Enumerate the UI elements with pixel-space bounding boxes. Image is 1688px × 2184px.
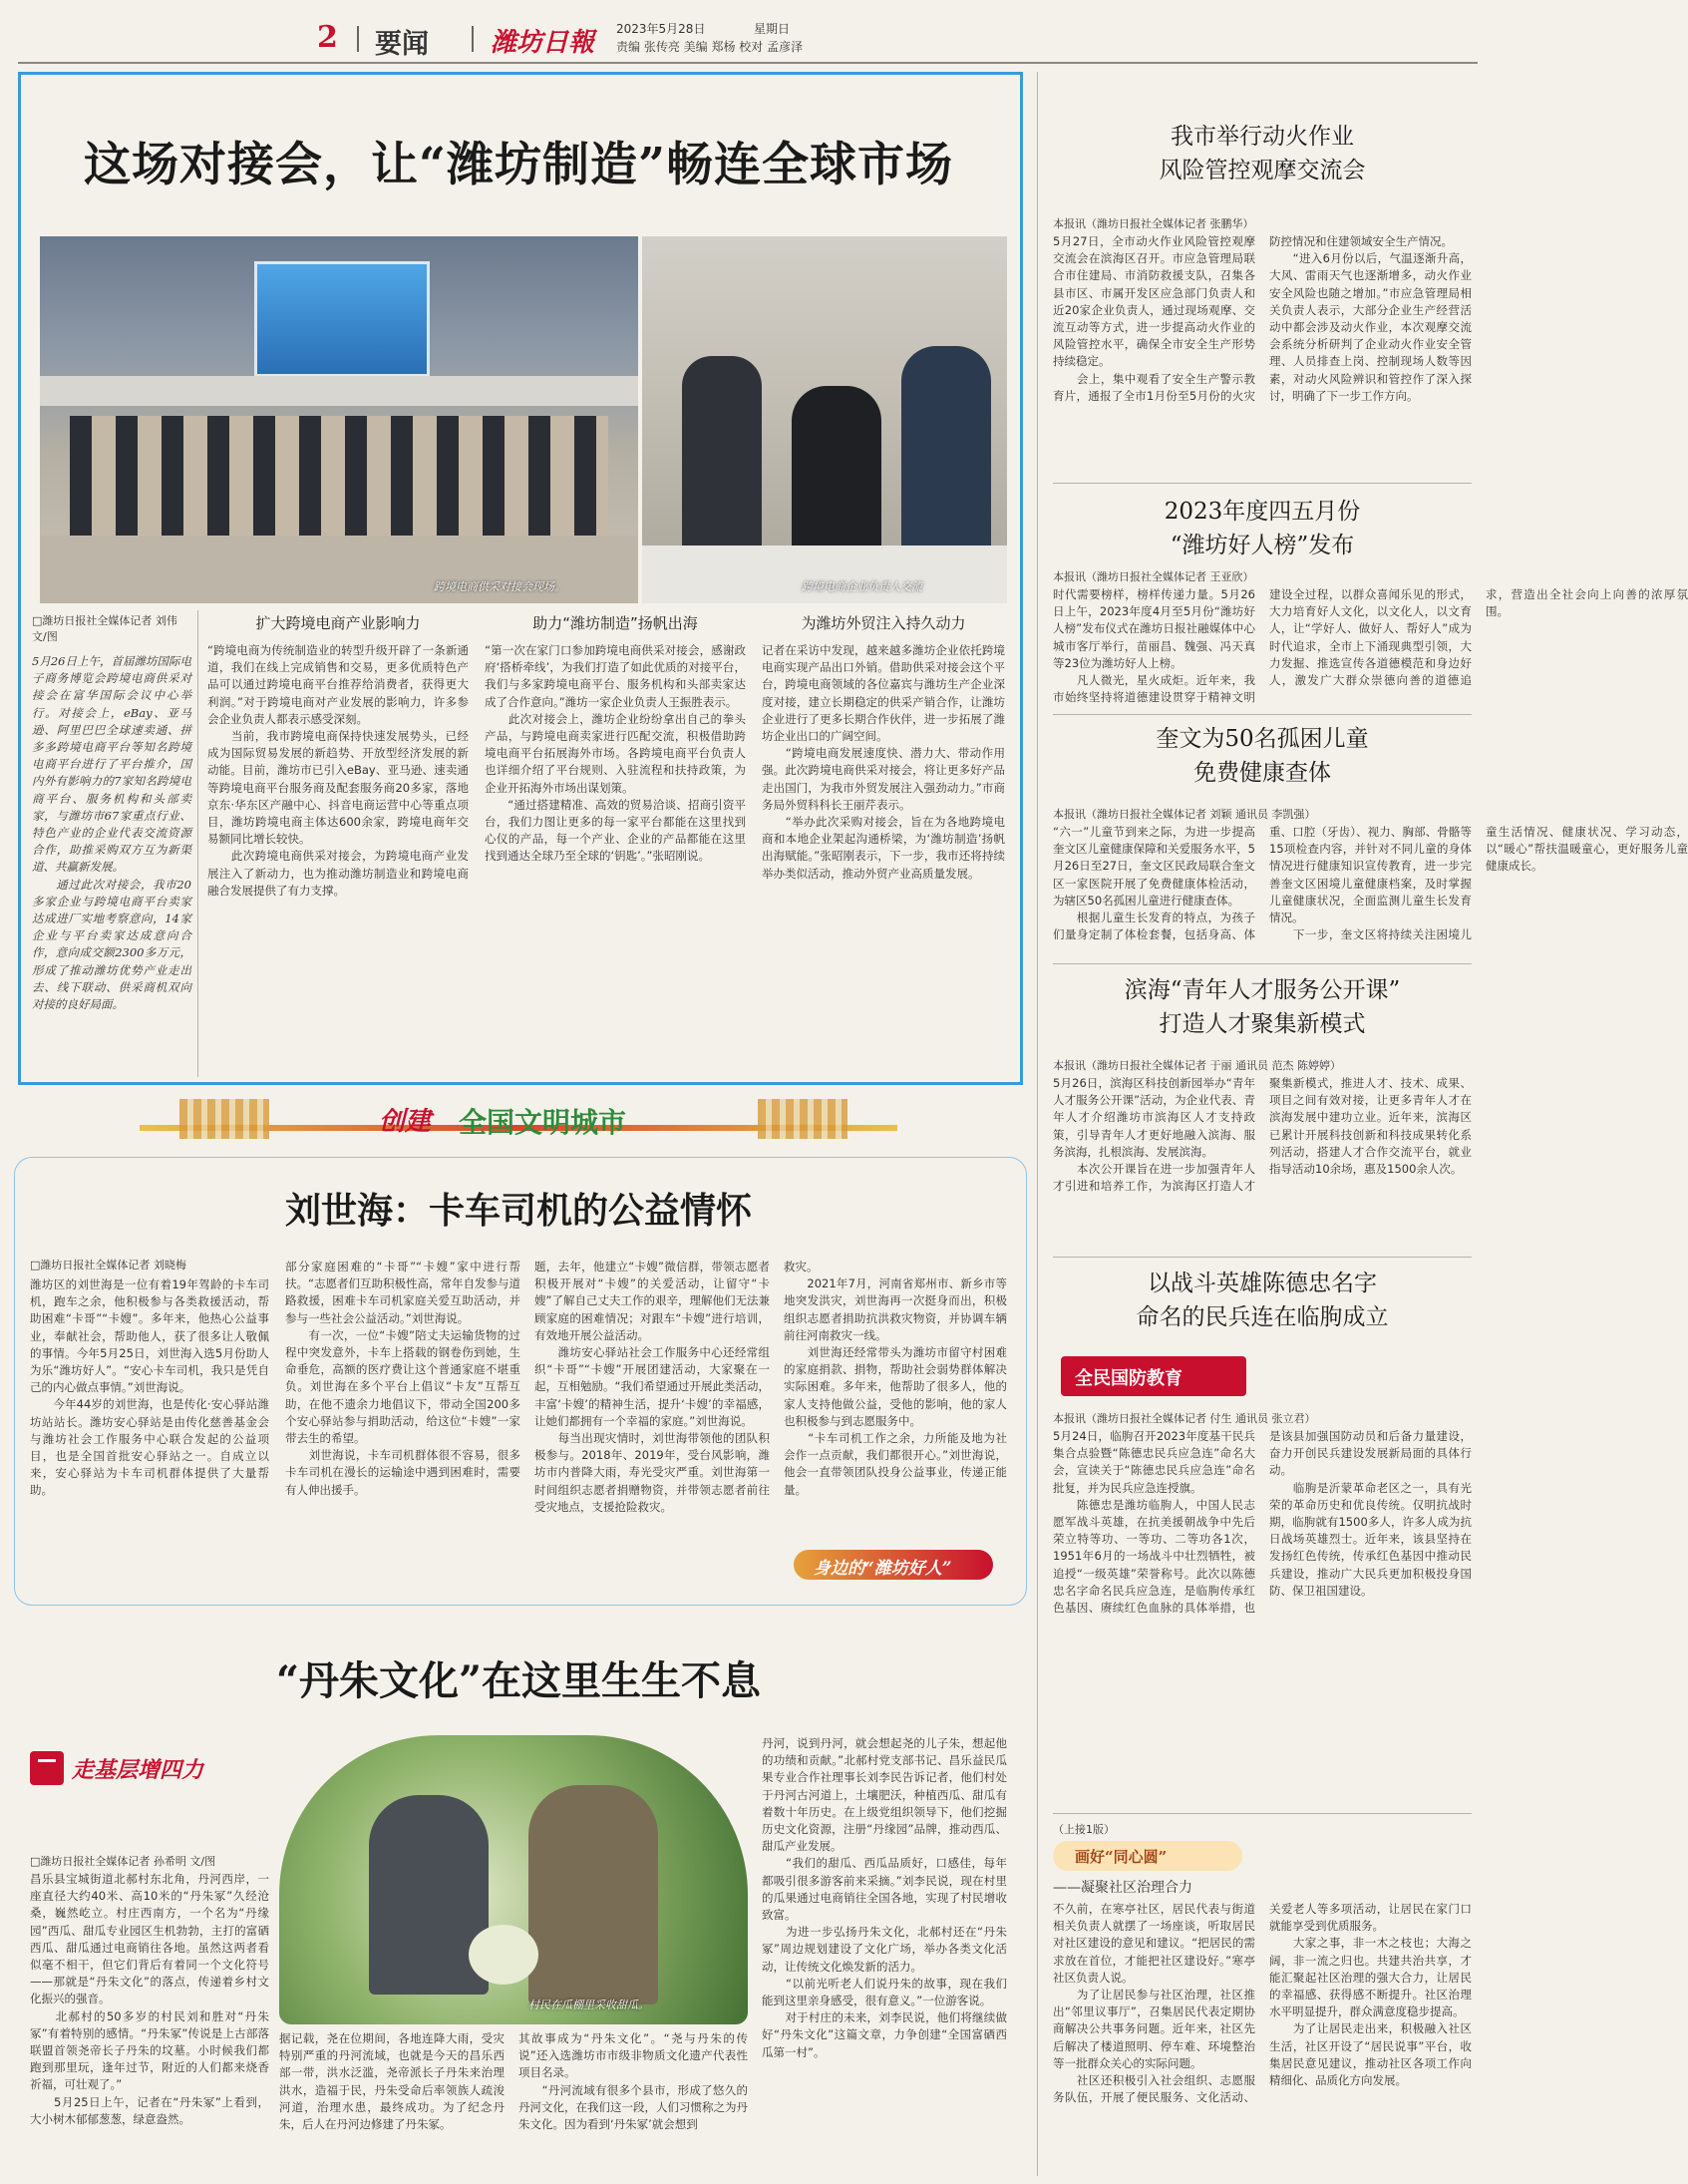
right1-body: 5月27日，全市动火作业风险管控观摩交流会在滨海区召开。市应急管理局联合市住建局、市消防救援支队，召集各县市区、市属开发区应急部门负责人和近20家企业负责人，通过现场观摩、交流互动等方式，进一步提高动火作业的风险管控水平，确保全市安全生产形势持续稳定。 会上，集中观看了安全生产警示教育片，通报了全市1月份至5月份的火灾防控情况和住建领域安全生产情况。 “进入6月份以后，气温逐渐升高，大风、雷雨天气也逐渐增多，动火作业安全风险也随之增加。”市应急管理局相关负责人表示，大部分企业生产经营活动中都会涉及动火作业，本次观摩交流会系统分析研判了企业动火作业安全管理、人员排查上岗、控制现场人数等因素，对动火风险辨识和管控作了深入探讨，明确了下一步工作方向。 xyxy=(1053,234,1472,403)
melon-photo-caption: 村民在瓜棚里采收甜瓜。 xyxy=(528,1999,649,2011)
lead-col3-heading: 为潍坊外贸注入持久动力 xyxy=(801,614,966,632)
right1-byline: 本报讯（潍坊日报社全媒体记者 张鹏华） xyxy=(1053,217,1254,230)
right5-title xyxy=(1053,1267,1472,1334)
melon xyxy=(469,1925,538,1985)
right6-tag-pill xyxy=(1053,1841,1242,1871)
right4-byline: 本报讯（潍坊日报社全媒体记者 于丽 通讯员 范杰 陈婷婷） xyxy=(1053,1059,1341,1072)
story2-col1: 潍坊区的刘世海是一位有着19年驾龄的卡车司机，跑车之余，他积极参与各类救援活动，帮助困难“卡哥”“卡嫂”。多年来，他热心公益事业，奉献社会，帮助他人，获了很多让人敬佩的事情。今年5月25日，刘世海入选5月份助人为乐“潍坊好人”。“安心卡车司机，我只是凭自己的内心做点事情。”刘世海说。 今年44岁的刘世海，也是传化·安心驿站潍坊站站长。潍坊安心驿站是由传化慈善基金会与潍坊社会工作服务中心联合发起的公益项目，也是全国首批安心驿站之一。自成立以来，安心驿站为卡车司机群体提供了大量帮助。 xyxy=(30,1277,269,1498)
newspaper-logo: 潍坊日報 xyxy=(491,28,595,58)
city-skyline-icon xyxy=(179,1099,269,1139)
lead-byline: □潍坊日报社全媒体记者 刘伟 文/图 xyxy=(32,614,177,643)
stage-screen xyxy=(254,261,430,377)
table xyxy=(642,546,1007,603)
badge-text: 全民国防教育 xyxy=(1075,1368,1182,1389)
right2-title-line1: 2023年度四五月份 xyxy=(1164,499,1361,525)
column-divider xyxy=(1037,72,1038,2176)
right4-body: 5月26日，滨海区科技创新园举办“青年人才服务公开课”活动，为企业代表、青年人才介绍潍坊市滨海区人才支持政策，引导青年人才更好地融入滨海、服务滨海，扎根滨海、发展滨海。 本次公开课旨在进一步加强青年人才引进和培养工作，为滨海区打造人才聚集新模式，推进人才、技术、成果、项目之间有效对接，让更多青年人才在滨海发展中建功立业。近年来，滨海区已累计开展科技创新和科技成果转化系列活动，搭建人才合作交流平台，就业指导活动10余场，惠及1500余人次。 xyxy=(1053,1076,1472,1194)
good-people-label xyxy=(784,1536,1007,1592)
section-name: 要闻 xyxy=(375,29,429,60)
lead-title: 这场对接会，让“潍坊制造”畅连全球市场 xyxy=(83,138,954,192)
story2-byline: □潍坊日报社全媒体记者 刘晓梅 xyxy=(30,1259,186,1272)
right5-title-line2: 命名的民兵连在临朐成立 xyxy=(1136,1304,1389,1330)
page-number: 2 xyxy=(317,20,338,55)
masthead-editors: 责编 张传亮 美编 郑杨 校对 孟彦泽 xyxy=(616,40,804,54)
lead-col2-heading: 助力“潍坊制造”扬帆出海 xyxy=(532,614,698,632)
banner-text-2: 全国文明城市 xyxy=(459,1106,627,1139)
right-rule-3 xyxy=(1053,963,1472,964)
masthead-divider-2 xyxy=(472,26,474,52)
lead-col1-heading: 扩大跨境电商产业影响力 xyxy=(255,614,421,632)
right5-title-line1: 以战斗英雄陈德忠名字 xyxy=(1148,1271,1377,1296)
right-rule-2 xyxy=(1053,714,1472,715)
story2-col3: 题，去年，他建立“卡嫂”微信群，带领志愿者积极开展对“卡嫂”的关爱活动，让留守“卡嫂”了解自己丈夫工作的艰辛，理解他们无法兼顾家庭的困难情况；对跟车“卡嫂”进行培训，有效地开展公益活动。 潍坊安心驿站社会工作服务中心还经常组织“卡哥”“卡嫂”开展团建活动，大家聚在一起，互相勉励。“我们希望通过开展此类活动，丰富‘卡嫂’的精神生活，提升‘卡嫂’的幸福感，让她们都拥有一个幸福的家庭。”刘世海说。 每当出现灾情时，刘世海带领他的团队积极参与。2018年、2019年，受台风影响，潍坊市内普降大雨，寿光受灾严重。刘世海第一时间组织志愿者捐赠物资，并带领志愿者前往受灾地点，支援抢险救灾。 xyxy=(534,1260,770,1514)
right6-series: （上接1版） xyxy=(1053,1823,1115,1836)
right1-title xyxy=(1053,120,1472,187)
right6-section xyxy=(1053,1821,1472,2176)
lead-col1-text: “跨境电商为传统制造业的转型升级开辟了一条新通道，我们在线上完成销售和交易，更多优质特色产品可以通过跨境电商平台推荐给消费者，获得更大利润。”对于跨境电商对产业发展的影响力，许多参会企业负责人都表示感受深刻。 当前，我市跨境电商保持快速发展势头，已经成为国际贸易发展的新趋势、开放型经济发展的新动能。目前，潍坊市已引入eBay、亚马逊、速卖通等跨境电商平台服务商及配套服务商20多家，落地京东·华东区产融中心、抖音电商运营中心等重点项目，潍坊跨境电商主体达600余家，跨境电商年交易额同比增长较快。 此次跨境电商供采对接会，为跨境电商产业发展注入了新动力，也为推动潍坊制造业和跨境电商融合发展提供了有力支撑。 xyxy=(207,643,469,898)
right1-title-line1: 我市举行动火作业 xyxy=(1171,124,1354,150)
right6-body: 不久前，在寒亭社区，居民代表与街道相关负责人就摆了一场座谈，听取居民对社区建设的意见和建议。“把居民的需求放在首位，才能把社区建设好。”寒亭社区负责人说。 为了让居民参与社区治理，社区推出“邻里议事厅”，召集居民代表定期协商解决公共事务问题。近年来，社区先后解决了楼道照明、停车难、环境整治等一批群众关心的实际问题。 社区还积极引入社会组织、志愿服务队伍，开展了便民服务、文化活动、关爱老人等多项活动，让居民在家门口就能享受到优质服务。 大家之事，非一木之枝也；大海之阔，非一流之归也。共建共治共享，才能汇聚起社区治理的强大合力，让居民的幸福感、获得感不断提升。社区治理水平明显提升，群众满意度稳步提高。 为了让居民走出来，积极融入社区生活，社区开设了“居民说事”平台，收集居民意见建议，推动社区各项工作向精细化、品质化方向发展。 xyxy=(1053,1902,1472,2105)
pen-icon-mark xyxy=(38,1759,56,1762)
story3-col3: 其故事成为“丹朱文化”。“尧与丹朱的传说”还入选潍坊市市级非物质文化遗产代表性项目名录。 “丹河流域有很多个县市，形成了悠久的丹河文化，在我们这一段，人们习惯称之为丹朱文化。因为看到‘丹朱冢’就会想到 xyxy=(518,2031,748,2132)
story2-col2: 部分家庭困难的“卡哥”“卡嫂”家中进行帮扶。“志愿者们互助积极性高，常年自发参与道路救援，困难卡车司机家庭关爱互助活动，并参与一些社会公益活动。”刘世海说。 有一次，一位“卡嫂”陪丈夫运输货物的过程中突发意外，卡车上搭载的钢卷伤到她，生命垂危，高额的医疗费让这个普通家庭不堪重负。刘世海在多个平台上倡议“卡友”互帮互助，在他不遗余力地倡议下，带动全国200多个安心驿站参与捐助活动，给这位“卡嫂”一家带去生的希望。 刘世海说，卡车司机群体很不容易，很多卡车司机在漫长的运输途中遇到困难时，需要有人伸出援手。 xyxy=(285,1260,520,1497)
right-rule-1 xyxy=(1053,483,1472,484)
right2-byline: 本报讯（潍坊日报社全媒体记者 王亚欣） xyxy=(1053,570,1254,583)
civilized-city-banner xyxy=(140,1095,897,1149)
photo2-caption: 跨境电商企业负责人交流 xyxy=(802,580,922,593)
right-rule-4 xyxy=(1053,1257,1472,1258)
masthead-divider xyxy=(357,26,359,52)
masthead xyxy=(28,18,1468,58)
audience xyxy=(70,416,608,536)
story3-tag-text: 走基层增四力 xyxy=(72,1757,204,1783)
story3-byline: □潍坊日报社全媒体记者 孙希明 文/图 xyxy=(30,1855,216,1868)
lead-col3-text: 记者在采访中发现，越来越多潍坊企业依托跨境电商实现产品出口外销。借助供采对接会这个平台，跨境电商领域的各位嘉宾与潍坊生产企业深度对接，建立长期稳定的供采产销合作，让潍坊企业进行了更多长期合作伙伴，进一步拓展了潍坊企业出口的广阔空间。 “跨境电商发展速度快、潜力大、带动作用强。此次跨境电商供采对接会，将让更多好产品走出国门，为我市外贸发展注入强劲动力。”市商务局外贸科科长王丽芹表示。 “举办此次采购对接会，旨在为各地跨境电商和本地企业架起沟通桥梁，为‘潍坊制造’扬帆出海赋能。”张昭刚表示，下一步，我市还将持续举办类似活动，推动外贸产业高质量发展。 xyxy=(762,643,1005,881)
lead-col-rule xyxy=(197,610,198,1077)
right4-title-line1: 滨海“青年人才服务公开课” xyxy=(1124,977,1401,1003)
tables-row xyxy=(40,376,638,406)
right5-body: 5月24日，临朐召开2023年度基干民兵集合点验暨“陈德忠民兵应急连”命名大会，宣读关于“陈德忠民兵应急连”命名批复，并为民兵应急连授旗。 陈德忠是潍坊临朐人，中国人民志愿军战斗英雄，在抗美援朝战争中先后荣立特等功、一等功、二等功各1次，1951年6月的一场战斗中壮烈牺牲，被追授“一级英雄”荣誉称号。此次以陈德忠名字命名民兵应急连，是临朐传承红色基因、赓续红色血脉的具体举措，也是该县加强国防动员和后备力量建设，奋力开创民兵建设发展新局面的具体行动。 临朐是沂蒙革命老区之一，具有光荣的革命历史和优良传统。仅明抗战时期，临朐就有1500多人，许多人成为抗日战场英雄烈士。近年来，该县坚持在发扬红色传统，传承红色基因中推动民兵建设，推动广大民兵更加积极投身国防、保卫祖国建设。 xyxy=(1053,1429,1472,1616)
farmer-2 xyxy=(528,1785,658,2004)
lead-col2-text: “第一次在家门口参加跨境电商供采对接会，感谢政府‘搭桥牵线’，为我们打造了如此优质的对接平台，我们与多家跨境电商平台、服务机构和头部卖家达成了合作意向。”潍坊一家企业负责人王振胜表示。 此次对接会上，潍坊企业纷纷拿出自己的拳头产品，与跨境电商卖家进行匹配交流，积极借助跨境电商平台拓展海外市场。各跨境电商平台负责人也详细介绍了平台规则、入驻流程和扶持政策，为企业开拓海外市场出谋划策。 “通过搭建精准、高效的贸易洽谈、招商引资平台，我们力图让更多的每一家平台都能在这里找到心仪的产品，每一个产业、企业的产品都能在这里找到通达全球乃至全球的‘钥匙’。”张昭刚说。 xyxy=(485,643,746,864)
right-rule-5 xyxy=(1053,1813,1472,1814)
right4-title-line2: 打造人才聚集新模式 xyxy=(1159,1011,1366,1037)
banner-text-1: 创建 xyxy=(379,1107,432,1137)
traders-photo xyxy=(642,236,1007,603)
story3-col2: 据记载，尧在位期间，各地连降大雨，受灾特别严重的丹河流域，也就是今天的昌乐西部一带，洪水泛滥，尧帝派长子丹朱来治理洪水，造福于民，丹朱受命后率领族人疏浚河道，治理水患，最终成功。为了纪念丹朱，后人在丹河边修建了丹朱冢。 xyxy=(279,2031,505,2132)
masthead-weekday: 星期日 xyxy=(754,22,791,36)
pen-icon xyxy=(30,1751,64,1785)
story3-col4: 丹河，说到丹河，就会想起尧的儿子朱，想起他的功绩和贡献。”北郝村党支部书记、昌乐益民瓜果专业合作社理事长刘李民告诉记者，他们村处于丹河古河道上，土壤肥沃，种植西瓜、甜瓜有着数十年历史。在上级党组织领导下，他们挖掘历史文化资源，注册“丹缘园”品牌，推动西瓜、甜瓜产业发展。 “我们的甜瓜、西瓜品质好，口感佳，每年都吸引很多游客前来采摘。”刘李民说，现在村里的瓜果通过电商销往全国各地，实现了村民增收致富。 为进一步弘扬丹朱文化，北郝村还在“丹朱冢”周边规划建设了文化广场，举办各类文化活动，让传统文化焕发新的活力。 “以前光听老人们说丹朱的故事，现在我们能到这里亲身感受，很有意义。”一位游客说。 对于村庄的未来，刘李民说，他们将继续做好“丹朱文化”这篇文章，力争创建“全国富硒西瓜第一村”。 xyxy=(762,1736,1007,2059)
city-skyline-icon-2 xyxy=(758,1099,847,1139)
person-3 xyxy=(901,346,991,565)
lead-intro: 5月26日上午，首届潍坊国际电子商务博览会跨境电商供采对接会在富华国际会议中心举行。对接会上，eBay、亚马逊、阿里巴巴全球速卖通、拼多多跨境电商平台等知名跨境电商平台进行了平台推介，国内外有影响力的7家知名跨境电商平台、服务机构和头部卖家，与潍坊市67家重点行业、特色产业的企业代表交流资源合作，助推采购双方互为新渠道、共赢新发展。 通过此次对接会，我市20多家企业与跨境电商平台卖家达成进厂实地考察意向，14家企业与平台卖家达成意向合作，意向成交额2300多万元，形成了推动潍坊优势产业走出去、线下联动、供采商机双向对接的良好局面。 xyxy=(32,654,191,1012)
right3-title-line2: 免费健康查体 xyxy=(1193,760,1331,786)
story3-title: “丹朱文化”在这里生生不息 xyxy=(275,1657,761,1704)
right5-byline: 本报讯（潍坊日报社全媒体记者 付生 通讯员 张立君） xyxy=(1053,1412,1316,1425)
masthead-rule xyxy=(18,62,1478,64)
right3-body: “六一”儿童节到来之际，为进一步提高奎文区儿童健康保障和关爱服务水平，5月26日至27日，奎文区民政局联合奎文区一家医院开展了免费健康体检活动，为辖区50名孤困儿童进行健康查体。 根据儿童生长发育的特点，为孩子们量身定制了体检套餐，包括身高、体重、口腔（牙齿）、视力、胸部、骨骼等15项检查内容，并针对不同儿童的身体情况进行健康知识宣传教育，进一步完善奎文区困境儿童健康档案，及时掌握儿童健康状况，全面监测儿童生长发育情况。 下一步，奎文区将持续关注困境儿童生活情况、健康状况、学习动态，以“暖心”帮扶温暖童心，更好服务儿童健康成长。 xyxy=(1053,825,1688,942)
story3-tag xyxy=(30,1747,259,1791)
right3-title xyxy=(1053,722,1472,790)
right1-title-line2: 风险管控观摩交流会 xyxy=(1159,158,1366,183)
conference-photo xyxy=(40,236,638,603)
photo1-caption: 跨境电商供采对接会现场。 xyxy=(434,580,565,593)
right2-title-line2: “潍坊好人榜”发布 xyxy=(1170,533,1355,558)
right2-title xyxy=(1053,495,1472,562)
story2-title: 刘世海：卡车司机的公益情怀 xyxy=(284,1190,752,1232)
right3-title-line1: 奎文为50名孤困儿童 xyxy=(1156,726,1369,752)
right6-tag: 画好“同心圆” xyxy=(1075,1848,1168,1866)
masthead-date: 2023年5月28日 xyxy=(616,22,706,36)
melon-photo xyxy=(279,1735,748,2024)
story3-col1: 昌乐县宝城街道北郝村东北角，丹河西岸，一座直径大约40米、高10米的“丹朱冢”久经沧桑，巍然屹立。村庄西南方，一个名为“丹缘园”西瓜、甜瓜专业园区生机勃勃，主打的富硒西瓜、甜瓜通过电商销往各地。虽然这两者看似毫不相干，但它们背后有着同一个文化符号——那就是“丹朱文化”的落点，传递着乡村文化振兴的强音。 北郝村的50多岁的村民刘和胜对“丹朱冢”有着特别的感情。“丹朱冢”传说是上古部落联盟首领尧帝长子丹朱的坟墓。小时候我们都跑到那里玩，逢年过节，附近的人们都来烧香祈福，可壮观了。” 5月25日上午，记者在“丹朱冢”上看到，大小树木郁郁葱葱，绿意盎然。 xyxy=(30,1872,269,2126)
person-1 xyxy=(682,356,762,555)
person-2 xyxy=(792,386,881,565)
right3-byline: 本报讯（潍坊日报社全媒体记者 刘颖 通讯员 李凯强） xyxy=(1053,808,1316,821)
right4-title xyxy=(1053,973,1472,1041)
defense-education-badge xyxy=(1061,1356,1246,1396)
right6-subtitle: ——凝聚社区治理合力 xyxy=(1053,1880,1192,1896)
right2-body: 时代需要榜样，榜样传递力量。5月26日上午，2023年度4月至5月份“潍坊好人榜”发布仪式在潍坊日报社融媒体中心城市客厅举行，苗丽昌、魏强、冯天真等23位为潍坊好人上榜。 凡人微光，星火成炬。近年来，我市始终坚持将道德建设贯穿于精神文明建设全过程，以群众喜闻乐见的形式，大力培育好人文化，以文化人，以文育人，让“学好人、做好人、帮好人”成为时代追求，全市上下涌现典型引领，大力发掘、推选宣传各道德模范和身边好人，激发广大群众崇德向善的道德追求，营造出全社会向上向善的浓厚氛围。 xyxy=(1053,587,1688,705)
good-people-text: 身边的“潍坊好人” xyxy=(814,1559,952,1579)
story2-col4: 救灾。 2021年7月，河南省郑州市、新乡市等地突发洪灾，刘世海再一次挺身而出，积极组织志愿者捐助抗洪救灾物资，并协调车辆前往河南救灾一线。 刘世海还经常带头为潍坊市留守村困难的家庭捐款、捐物，帮助社会弱势群体解决实际困难。多年来，他帮助了很多人，他的家人支持他做公益，受他的影响，他的家人也积极参与到志愿服务中。 “卡车司机工作之余，力所能及地为社会作一点贡献，我们都很开心。”刘世海说，他会一直带领团队投身公益事业，传递正能量。 xyxy=(784,1260,1007,1497)
